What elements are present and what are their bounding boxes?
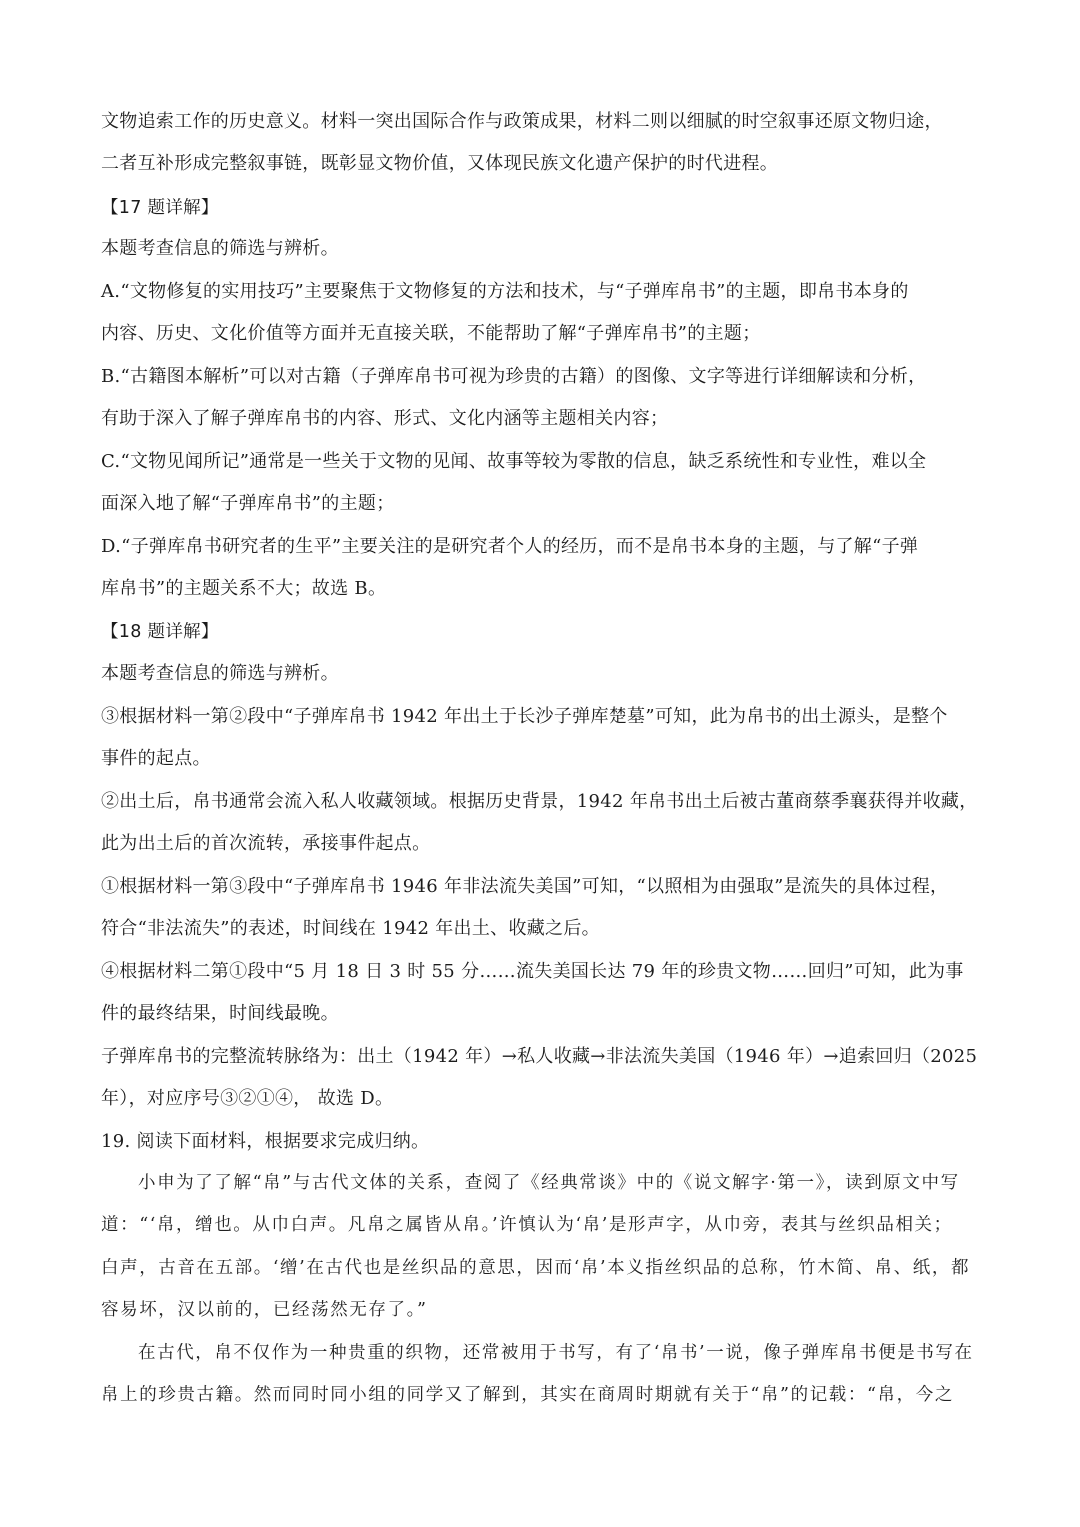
step-3-line: ③根据材料一第②段中“子弹库帛书 1942 年出土于长沙子弹库楚墓”可知，此为帛书的出土源头，是整个 (101, 706, 948, 727)
material-line: 帛上的珍贵古籍。然而同时同小组的同学又了解到，其实在商周时期就有关于“帛”的记载：“帛，今之 (101, 1385, 954, 1405)
text-line: 文物追索工作的历史意义。材料一突出国际合作与政策成果，材料二则以细腻的时空叙事还原文物归途， (101, 111, 943, 132)
step-1-line: ①根据材料一第③段中“子弹库帛书 1946 年非法流失美国”可知，“以照相为由强取”是流失的具体过程， (101, 876, 949, 897)
option-b-line: B.“古籍图本解析”可以对古籍（子弹库帛书可视为珍贵的古籍）的图像、文字等进行详细解读和分析， (101, 366, 927, 387)
text-line: 本题考查信息的筛选与辨析。 (101, 238, 339, 259)
option-a-line: A.“文物修复的实用技巧”主要聚焦于文物修复的方法和技术，与“子弹库帛书”的主题，即帛书本身的 (101, 281, 909, 302)
section-header-q17: 【17 题详解】 (101, 198, 219, 218)
step-3-line: 事件的起点。 (101, 748, 211, 769)
text-line: 二者互补形成完整叙事链，既彰显文物价值，又体现民族文化遗产保护的时代进程。 (101, 153, 779, 174)
question-19-prompt: 19. 阅读下面材料，根据要求完成归纳。 (101, 1131, 430, 1152)
material-line: 在古代，帛不仅作为一种贵重的织物，还常被用于书写，有了‘帛书’一说，像子弹库帛书便是书写在 (138, 1343, 974, 1363)
material-line: 白声，古音在五部。‘缯’在古代也是丝织品的意思，因而‘帛’本义指丝织品的总称，竹木简、帛、纸，都 (101, 1258, 971, 1278)
step-4-line: 件的最终结果，时间线最晚。 (101, 1003, 339, 1024)
option-b-line: 有助于深入了解子弹库帛书的内容、形式、文化内涵等主题相关内容； (101, 408, 669, 429)
text-line: 本题考查信息的筛选与辨析。 (101, 663, 339, 684)
material-line: 道：“‘帛，缯也。从巾白声。凡帛之属皆从帛。’许慎认为‘帛’是形声字，从巾旁，表其与丝织品相关； (101, 1215, 953, 1235)
step-2-line: 此为出土后的首次流转，承接事件起点。 (101, 833, 431, 854)
step-1-line: 符合“非法流失”的表述，时间线在 1942 年出土、收藏之后。 (101, 918, 600, 939)
option-d-line: D.“子弹库帛书研究者的生平”主要关注的是研究者个人的经历，而不是帛书本身的主题，与了解“子弹 (101, 536, 919, 557)
section-header-q18: 【18 题详解】 (101, 622, 219, 642)
step-2-line: ②出土后，帛书通常会流入私人收藏领域。根据历史背景，1942 年帛书出土后被古董商蔡季襄获得并收藏， (101, 791, 978, 812)
option-c-line: C.“文物见闻所记”通常是一些关于文物的见闻、故事等较为零散的信息，缺乏系统性和专业性，难以全 (101, 451, 927, 472)
step-4-line: ④根据材料二第①段中“5 月 18 日 3 时 55 分……流失美国长达 79 年的珍贵文物……回归”可知，此为事 (101, 961, 964, 982)
option-a-line: 内容、历史、文化价值等方面并无直接关联，不能帮助了解“子弹库帛书”的主题； (101, 323, 761, 344)
material-line: 小申为了了解“帛”与古代文体的关系，查阅了《经典常谈》中的《说文解字·第一》，读到原文中写 (138, 1173, 960, 1193)
material-line: 容易坏，汉以前的，已经荡然无存了。” (101, 1300, 428, 1320)
summary-line: 年），对应序号③②①④， 故选 D。 (101, 1088, 394, 1109)
summary-line: 子弹库帛书的完整流转脉络为：出土（1942 年）→私人收藏→非法流失美国（1946 年）→追索回归（2025 (101, 1046, 978, 1067)
option-c-line: 面深入地了解“子弹库帛书”的主题； (101, 493, 395, 514)
option-d-line: 库帛书”的主题关系不大；故选 B。 (101, 578, 387, 599)
